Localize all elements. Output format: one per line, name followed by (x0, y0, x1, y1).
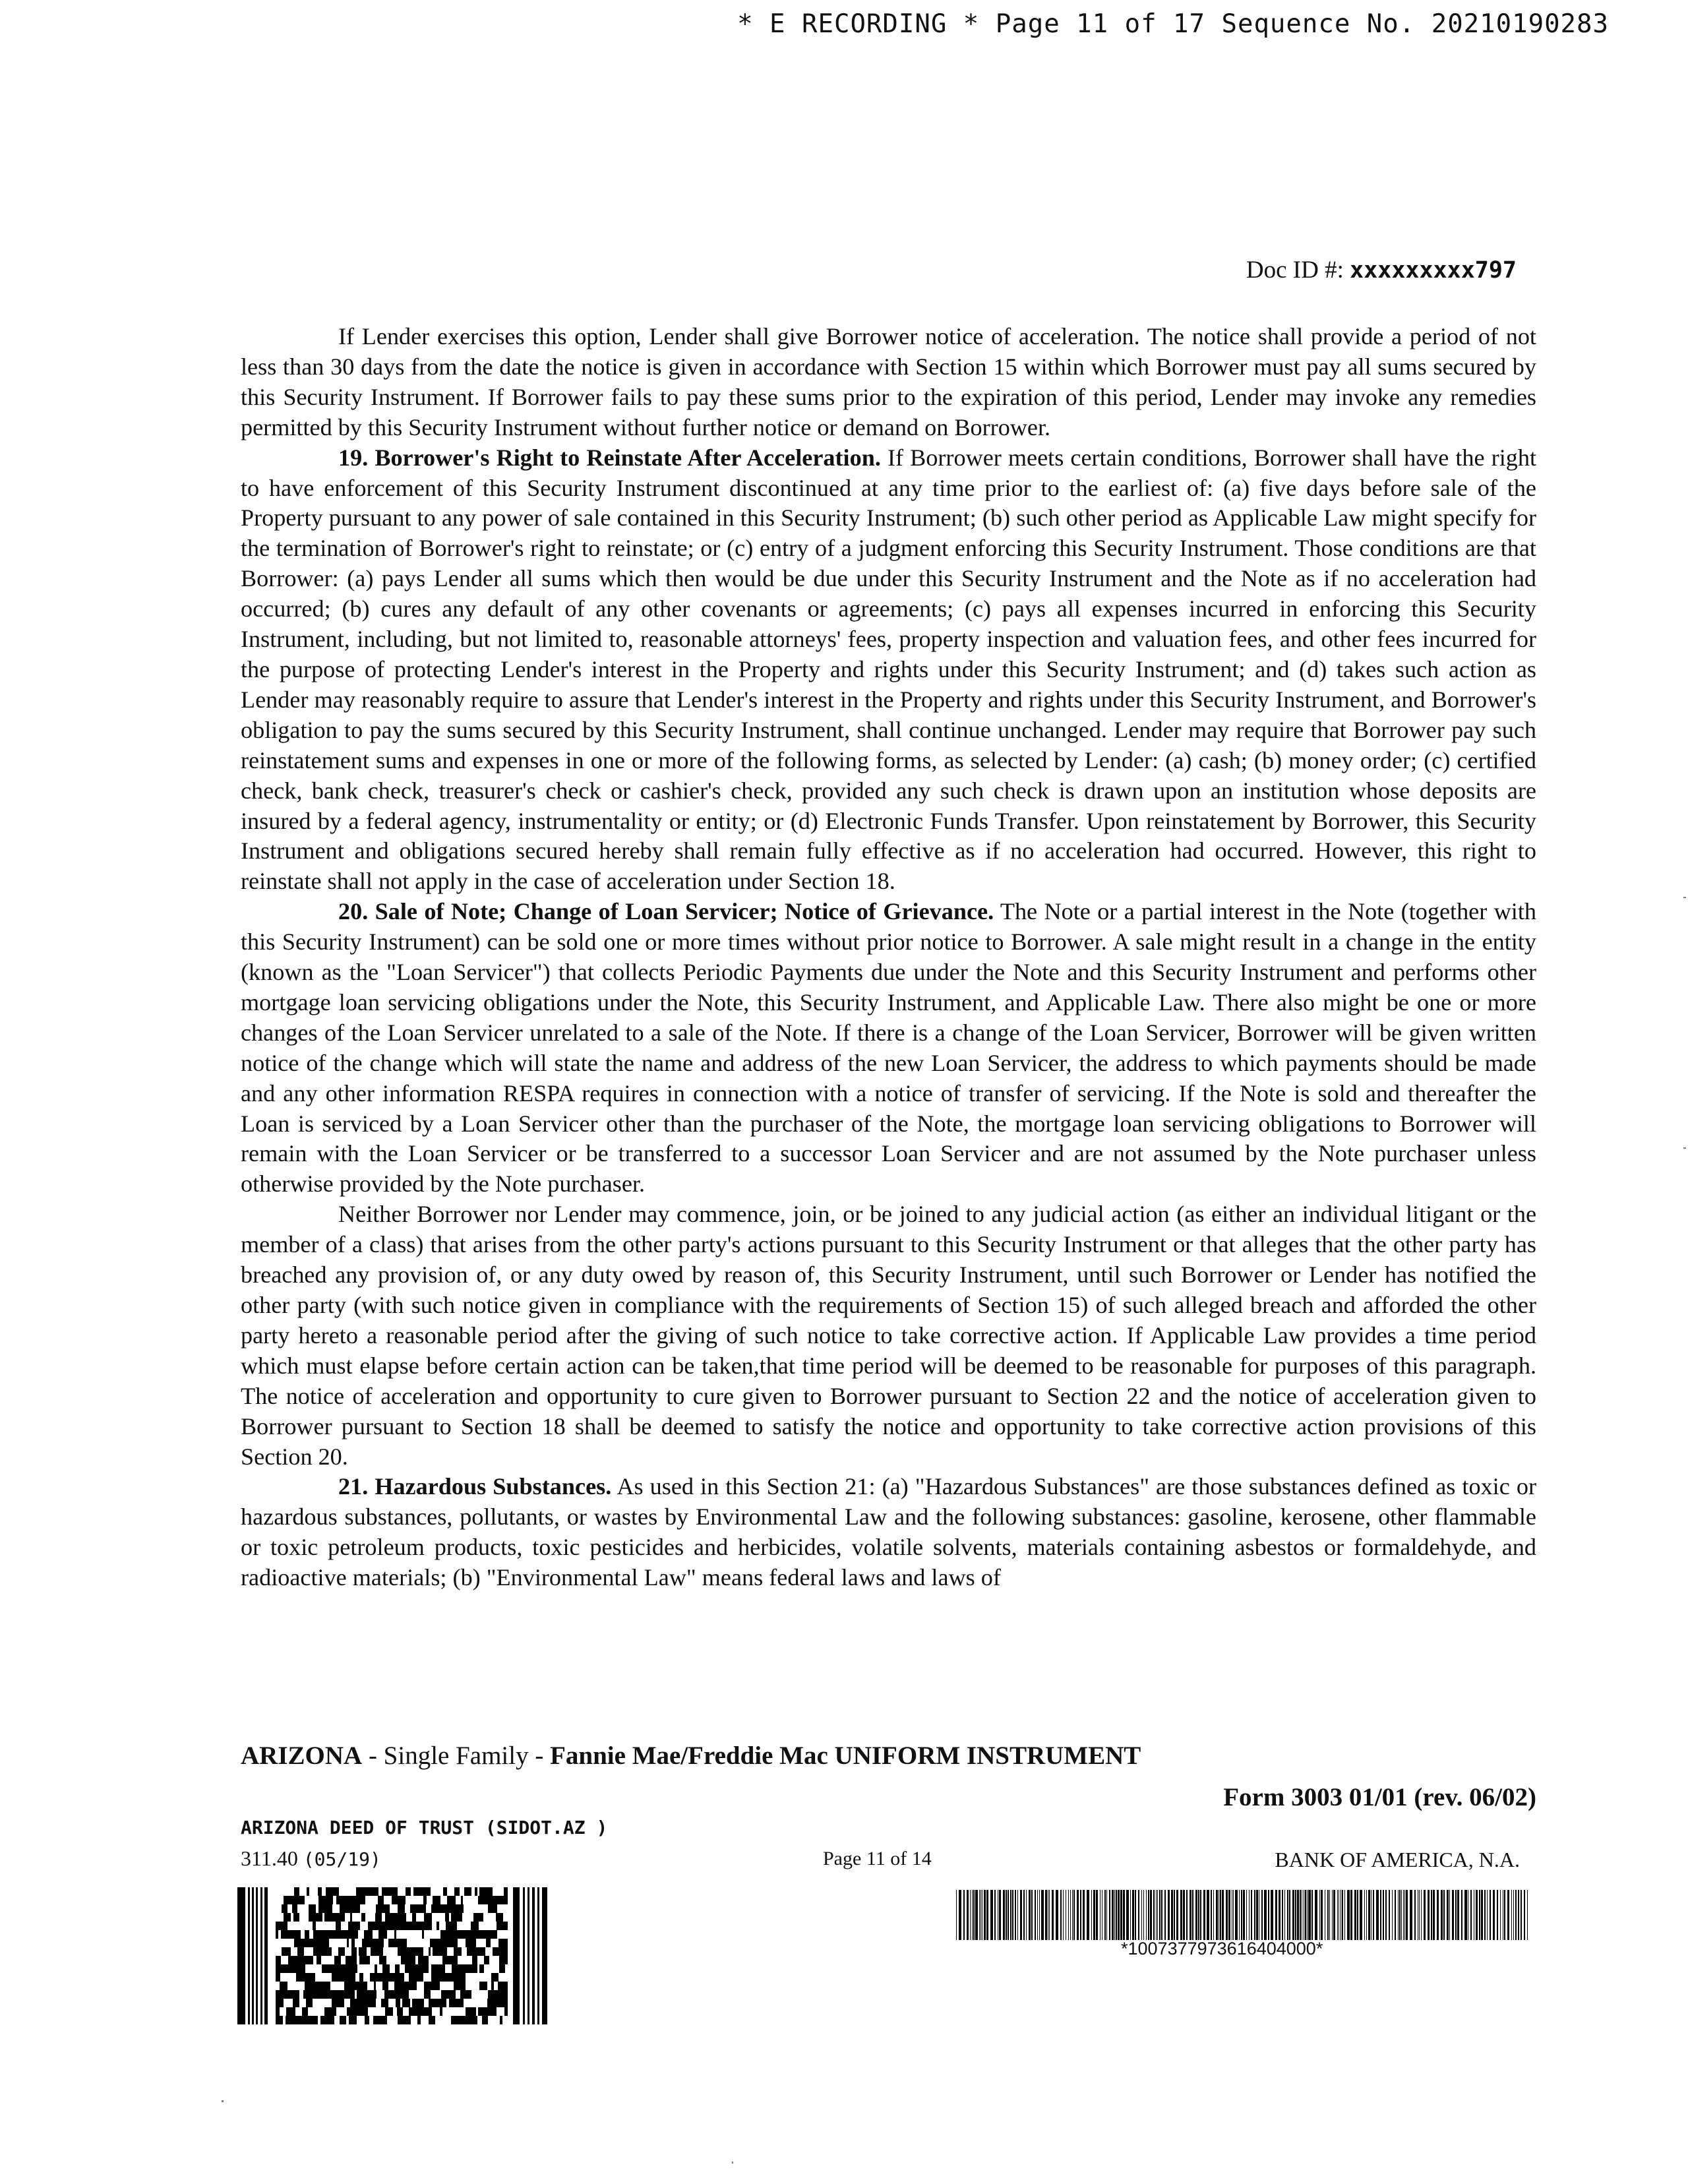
section-heading: 21. Hazardous Substances. (338, 1473, 612, 1500)
paragraph-acceleration-notice (241, 322, 1536, 443)
paragraph-section-19 (241, 443, 1536, 897)
section-heading: 20. Sale of Note; Change of Loan Servicer; Notice of Grievance. (338, 898, 994, 925)
paragraph-text: If Borrower meets certain conditions, Borrower shall have the right to have enforcement of this Security Instrument discontinued at any time prior to the earliest of: (a) five days before sale of the Property pursuant to any power of sale contained in this Security Instrument; (b) such other period as Applicable Law might specify for the termination of Borrower's right to reinstate; or (c) entry of a judgment enforcing this Security Instrument. Those conditions are that Borrower: (a) pays Lender all sums which then would be due under this Security Instrument and the Note as if no acceleration had occurred; (b) cures any default of any other covenants or agreements; (c) pays all expenses incurred in enforcing this Security Instrument, including, but not limited to, reasonable attorneys' fees, property inspection and valuation fees, and other fees incurred for the purpose of protecting Lender's interest in the Property and rights under this Security Instrument; and (d) takes such action as Lender may reasonably require to assure that Lender's interest in the Property and rights under this Security Instrument, and Borrower's obligation to pay the sums secured by this Security Instrument, shall continue unchanged. Lender may require that Borrower pay such reinstatement sums and expenses in one or more of the following forms, as selected by Lender: (a) cash; (b) money order; (c) certified check, bank check, treasurer's check or cashier's check, provided any such check is drawn upon an institution whose deposits are insured by a federal agency, instrumentality or entity; or (d) Electronic Funds Transfer. Upon reinstatement by Borrower, this Security Instrument and obligations secured hereby shall remain fully effective as if no acceleration had occurred. However, this right to reinstate shall not apply in the case of acceleration under Section 18. (241, 444, 1536, 895)
scan-speck (222, 2100, 224, 2102)
pdf417-barcode (237, 1887, 547, 2024)
document-body (241, 322, 1536, 1593)
paragraph-section-21 (241, 1472, 1536, 1593)
form-number: Form 3003 01/01 (rev. 06/02) (1223, 1783, 1536, 1811)
footer-title-mid: - Single Family - (362, 1742, 551, 1770)
paragraph-text: As used in this Section 21: (a) "Hazardous Substances" are those substances defined as toxic or hazardous substances, pollutants, or wastes by Environmental Law and the following substances: gasoline, kerosene, other flammable or toxic petroleum products, toxic pesticides and herbicides, volatile solvents, materials containing asbestos or formaldehyde, and radioactive materials; (b) "Environmental Law" means federal laws and laws of (241, 1473, 1536, 1591)
paragraph-section-20 (241, 897, 1536, 1199)
scan-speck (732, 2162, 733, 2164)
footer-instrument-title (241, 1741, 1141, 1771)
barcode-number: *1007377973616404000* (1121, 1939, 1323, 1958)
footer-title-bold: Fannie Mae/Freddie Mac UNIFORM INSTRUMENT (550, 1742, 1141, 1770)
doc-id-label: Doc ID #: (1246, 257, 1344, 284)
scan-speck (1683, 1147, 1686, 1149)
page-number: Page 11 of 14 (823, 1848, 932, 1869)
paragraph-text: Neither Borrower nor Lender may commence, join, or be joined to any judicial action (as either an individual litigant or the member of a class) that arises from the other party's actions pursuant to this Security Instrument or that alleges that the other party has breached any provision of, or any duty owed by reason of, this Security Instrument, until such Borrower or Lender has notified the other party (with such notice given in compliance with the requirements of Section 15) of such alleged breach and afforded the other party hereto a reasonable period after the giving of such notice to take corrective action. If Applicable Law provides a time period which must elapse before certain action can be taken,that time period will be deemed to be reasonable for purposes of this paragraph. The notice of acceleration and opportunity to cure given to Borrower pursuant to Section 22 and the notice of acceleration given to Borrower pursuant to Section 18 shall be deemed to satisfy the notice and opportunity to take corrective action provisions of this Section 20. (241, 1201, 1536, 1470)
section-heading: 19. Borrower's Right to Reinstate After Acceleration. (338, 444, 881, 471)
doc-id (1246, 256, 1517, 284)
deed-label: ARIZONA DEED OF TRUST (SIDOT.AZ ) (241, 1817, 608, 1838)
paragraph-judicial-action (241, 1199, 1536, 1472)
recording-header: * E RECORDING * Page 11 of 17 Sequence No. 20210190283 (737, 9, 1609, 39)
form-code-date: (05/19) (303, 1848, 381, 1870)
form-code (241, 1846, 381, 1871)
linear-barcode (956, 1890, 1530, 1940)
paragraph-text: If Lender exercises this option, Lender shall give Borrower notice of acceleration. The notice shall provide a period of not less than 30 days from the date the notice is given in accordance with Section 15 within which Borrower must pay all sums secured by this Security Instrument. If Borrower fails to pay these sums prior to the expiration of this period, Lender may invoke any remedies permitted by this Security Instrument without further notice or demand on Borrower. (241, 323, 1536, 440)
doc-id-value: xxxxxxxxx797 (1350, 257, 1517, 284)
form-code-number: 311.40 (241, 1846, 298, 1870)
scan-speck (1683, 897, 1686, 898)
lender-name: BANK OF AMERICA, N.A. (1275, 1848, 1520, 1871)
footer-state: ARIZONA (241, 1742, 363, 1770)
paragraph-text: The Note or a partial interest in the Note (together with this Security Instrument) can be sold one or more times without prior notice to Borrower. A sale might result in a change in the entity (known as the "Loan Servicer") that collects Periodic Payments due under the Note and this Security Instrument and performs other mortgage loan servicing obligations under the Note, this Security Instrument, and Applicable Law. There also might be one or more changes of the Loan Servicer unrelated to a sale of the Note. If there is a change of the Loan Servicer, Borrower will be given written notice of the change which will state the name and address of the new Loan Servicer, the address to which payments should be made and any other information RESPA requires in connection with a notice of transfer of servicing. If the Note is sold and thereafter the Loan is serviced by a Loan Servicer other than the purchaser of the Note, the mortgage loan servicing obligations to Borrower will remain with the Loan Servicer or be transferred to a successor Loan Servicer and are not assumed by the Note purchaser unless otherwise provided by the Note purchaser. (241, 898, 1536, 1198)
